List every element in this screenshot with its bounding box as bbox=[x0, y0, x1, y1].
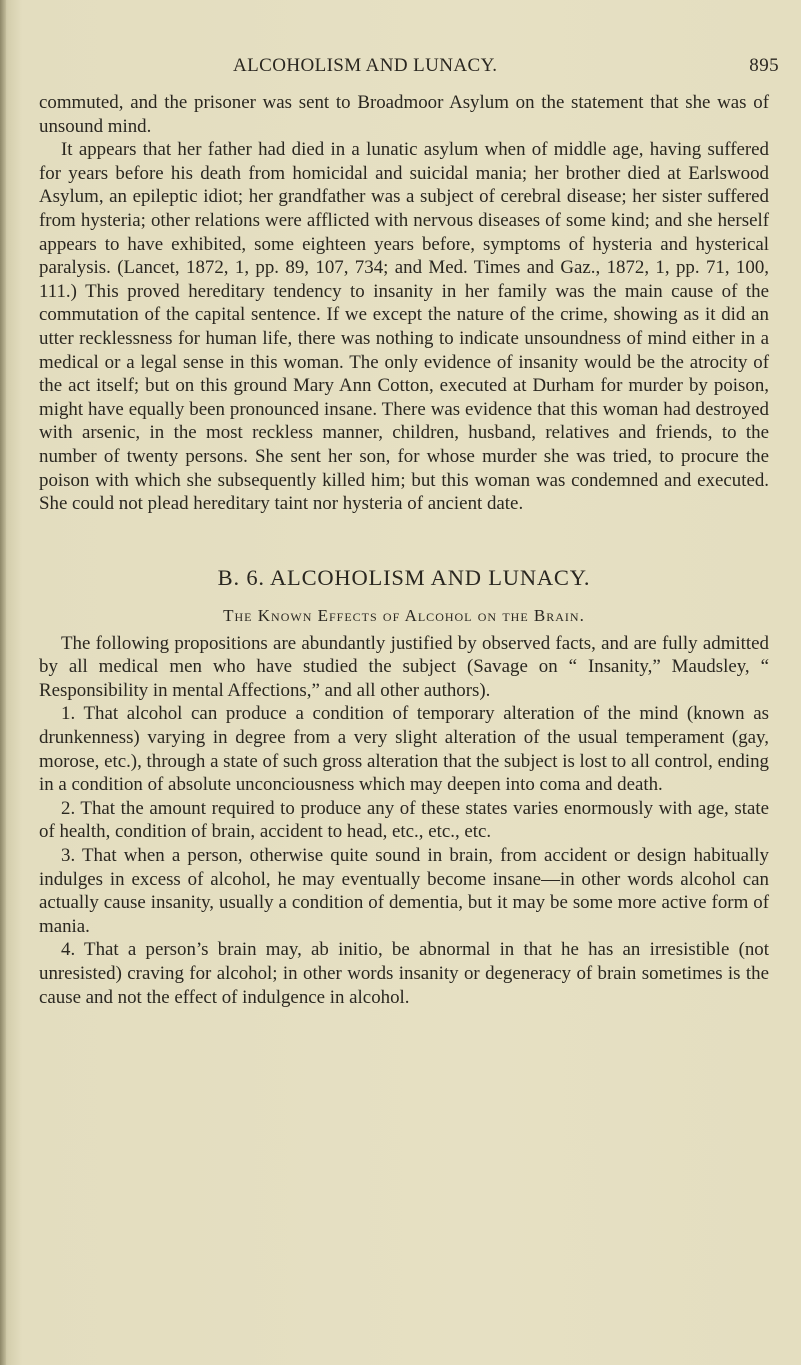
proposition-4: 4. That a person’s brain may, ab initio, be abnormal in that he has an irresistible (not unresisted) craving for alcohol; in other words insanity or degeneracy of brain sometimes is the cause and not the effect of indulgence in alcohol. bbox=[39, 939, 769, 1008]
section-subtitle: The Known Effects of Alcohol on the Brain. bbox=[223, 605, 585, 625]
paragraph: commuted, and the prisoner was sent to Broadmoor Asylum on the statement that she was of unsound mind. bbox=[39, 92, 769, 137]
paragraph: The following propositions are abundantly justified by observed facts, and are fully admitted by all medical men who have studied the subject (Savage on “ Insanity,” Maudsley, “ Responsibility in mental Affections,” and all other authors). bbox=[39, 632, 769, 701]
running-title: ALCOHOLISM AND LUNACY. bbox=[233, 55, 498, 76]
proposition-3: 3. That when a person, otherwise quite sound in brain, from accident or design habitually indulges in excess of alcohol, he may eventually become insane—in other words alcohol can actually cause insanity, usually a condition of dementia, but it may be some more active form of mania. bbox=[39, 845, 769, 937]
proposition-1: 1. That alcohol can produce a condition of temporary alteration of the mind (known as drunkenness) varying in degree from a very slight alteration of the usual temperament (gay, morose, etc.), through a state of such gross alteration that the subject is lost to all control, ending in a condition of absolute unconciousness which may deepen into coma and death. bbox=[39, 703, 769, 796]
page-gutter-shadow bbox=[0, 0, 6, 1365]
proposition-2: 2. That the amount required to produce any of these states varies enormously with age, state of health, condition of brain, accident to head, etc., etc., etc. bbox=[39, 797, 769, 843]
page-number: 895 bbox=[749, 55, 779, 76]
section-title: B. 6. ALCOHOLISM AND LUNACY. bbox=[217, 564, 591, 590]
paragraph: It appears that her father had died in a lunatic asylum when of middle age, having suffered for years before his death from homicidal and suicidal mania; her brother died at Earlswood Asylum, an epileptic idiot; her grandfather was a subject of cerebral disease; her sister suffered from hysteria; other relations were afflicted with nervous diseases of some kind; and she herself appears to have exhibited, some eighteen years before, symptoms of hysteria and hysterical paralysis. (Lancet, 1872, 1, pp. 89, 107, 734; and Med. Times and Gaz., 1872, 1, pp. 71, 100, 111.) This proved hereditary tendency to insanity in her family was the main cause of the commutation of the capital sentence. If we except the nature of the crime, showing as it did an utter recklessness for human life, there was nothing to indicate unsoundness of mind either in a medical or a legal sense in this woman. The only evidence of insanity would be the atrocity of the act itself; but on this ground Mary Ann Cotton, executed at Durham for murder by poison, might have equally been pronounced insane. There was evidence that this woman had destroyed with arsenic, in the most reckless manner, children, husband, relatives and friends, to the number of twenty persons. She sent her son, for whose murder she was tried, to procure the poison with which she subsequently killed him; but this woman was condemned and executed. She could not plead hereditary taint nor hysteria of ancient date. bbox=[39, 139, 769, 515]
page-header bbox=[233, 55, 779, 79]
page-body bbox=[39, 91, 769, 1009]
